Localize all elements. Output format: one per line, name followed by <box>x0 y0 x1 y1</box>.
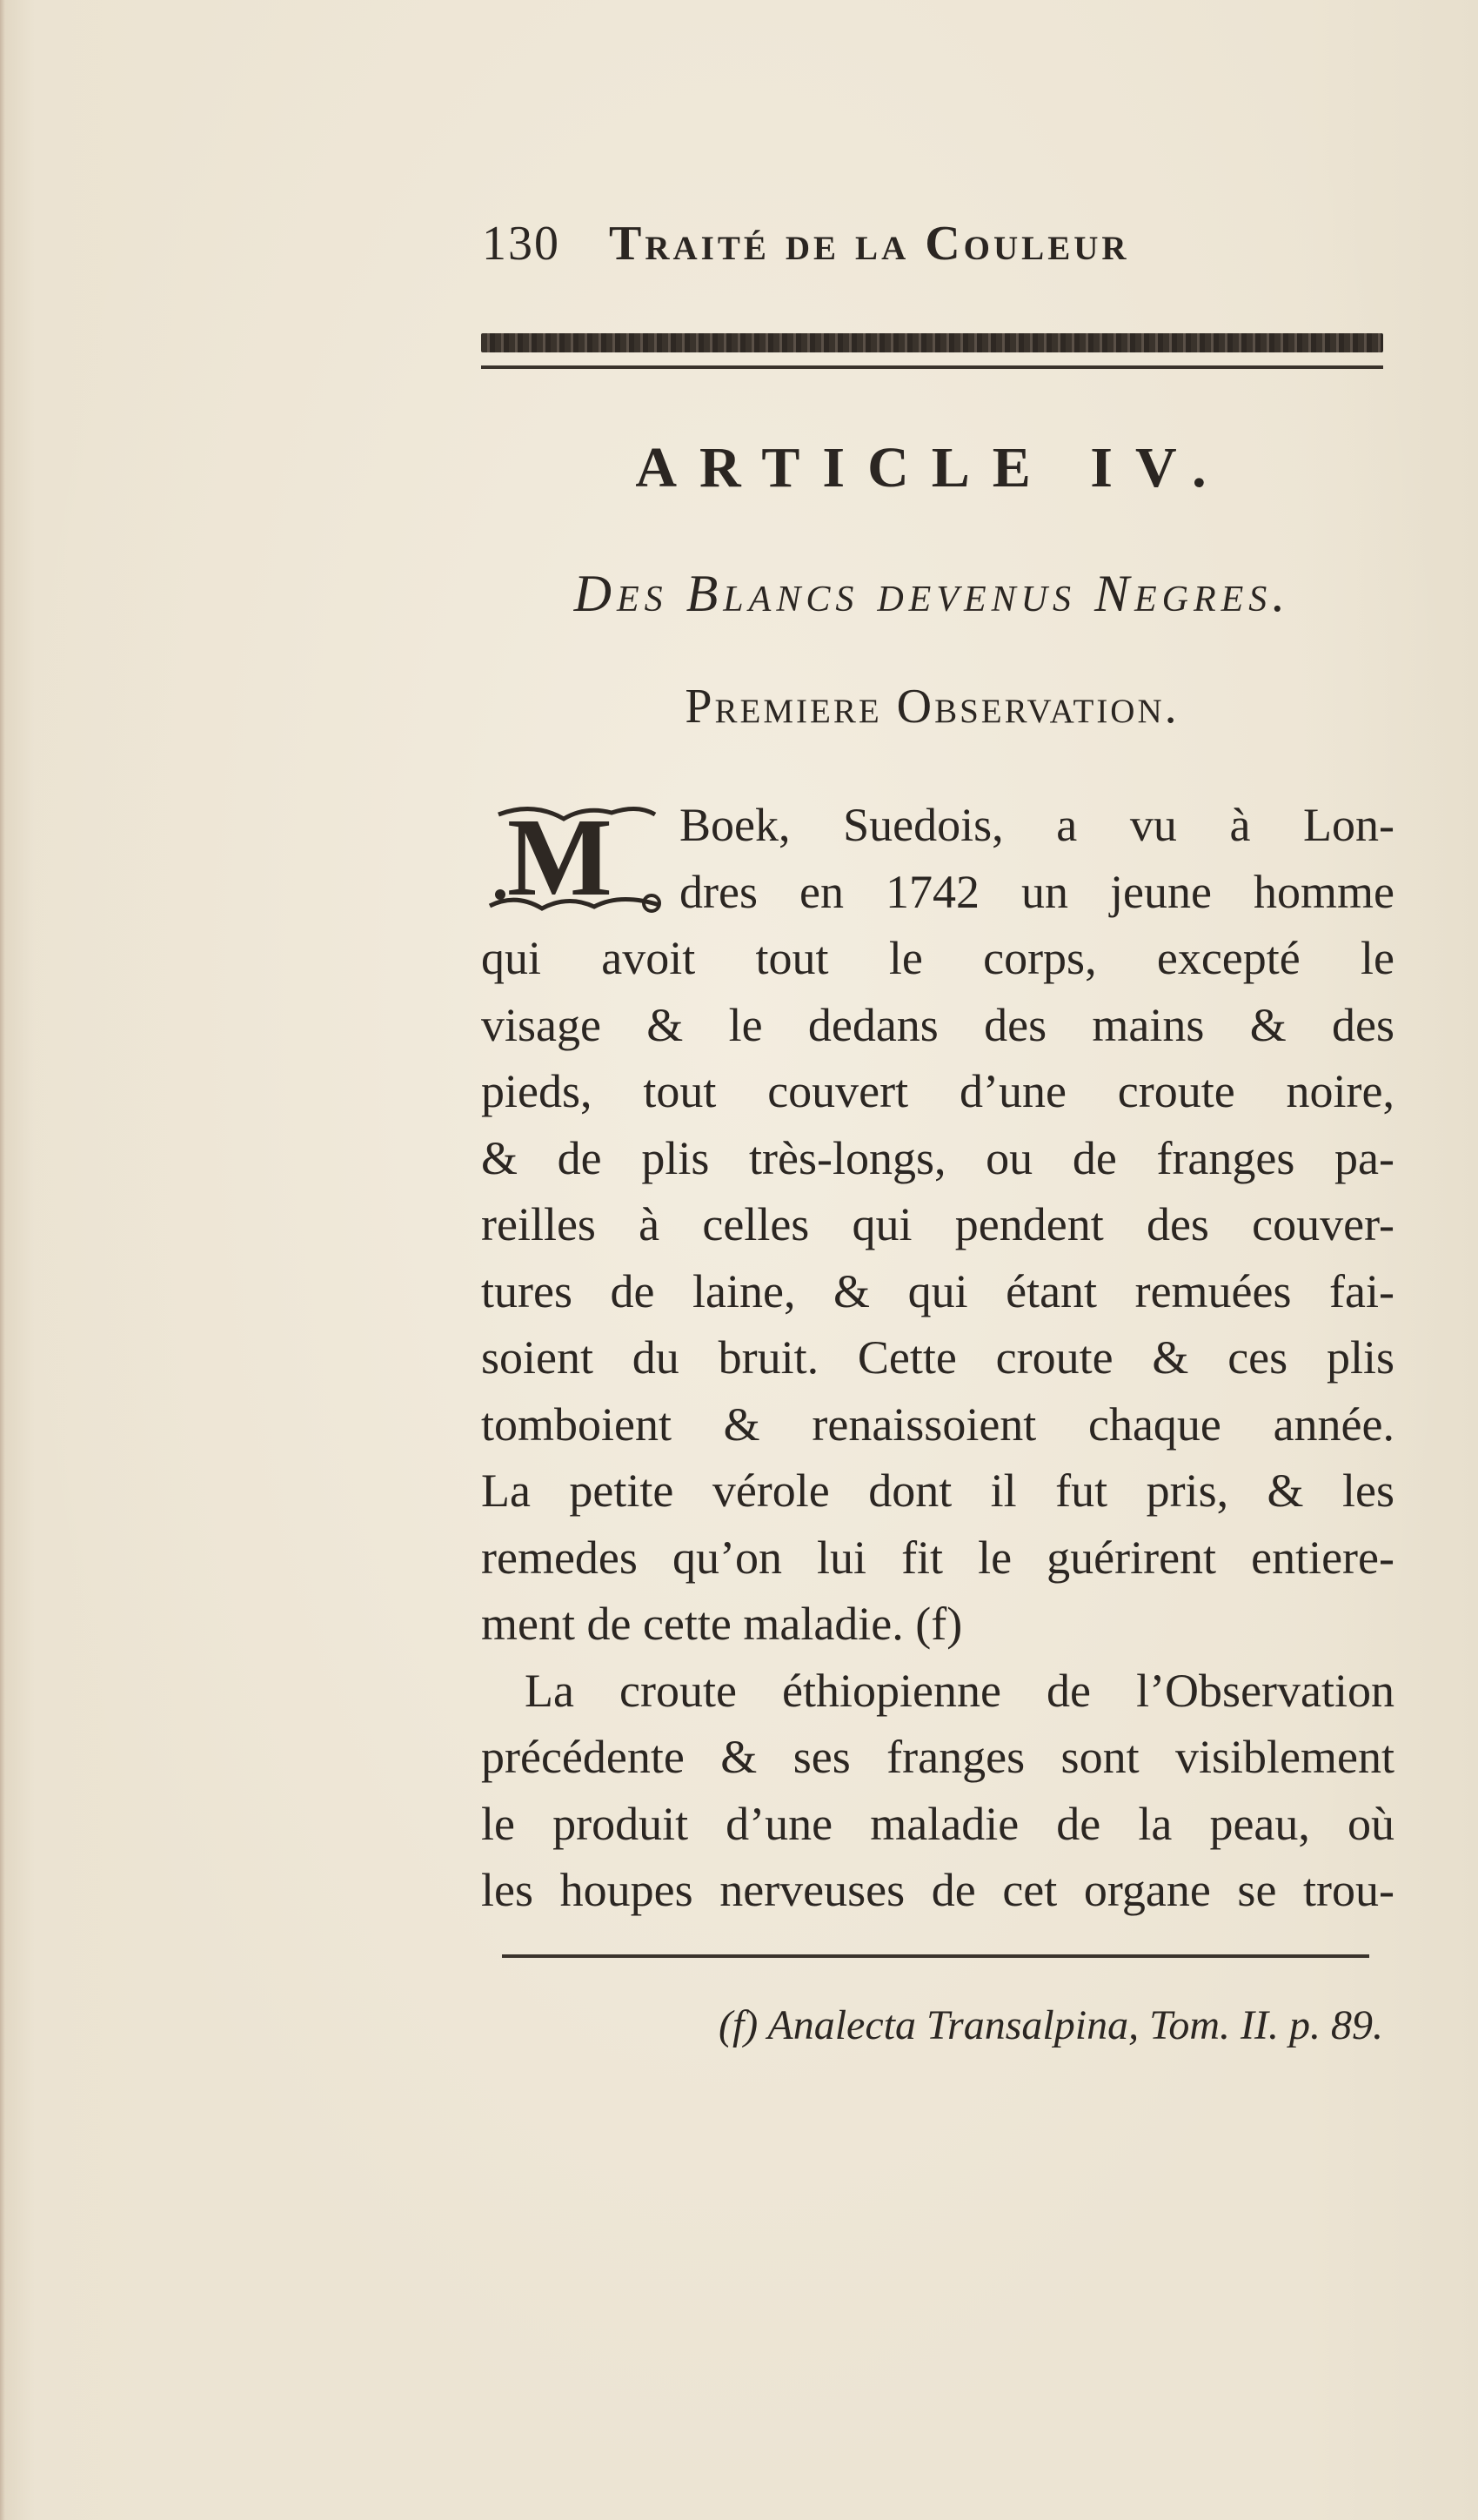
footnote: (f) Analecta Transalpina, Tom. II. p. 89. <box>718 2002 1383 2048</box>
article-subtitle: Des Blancs devenus Negres. <box>573 565 1291 622</box>
footnote-rule <box>502 1954 1369 1958</box>
text-line: & de plis très-longs, ou de franges pa- <box>481 1131 1394 1184</box>
drop-cap-letter: M <box>507 797 612 919</box>
text-line: les houpes nerveuses de cet organe se trou- <box>481 1864 1394 1916</box>
header-rule <box>481 365 1383 369</box>
text-line: visage & le dedans des mains & des <box>481 998 1394 1051</box>
running-title: Traité de la Couleur <box>609 217 1130 271</box>
drop-cap-ornament <box>481 797 668 919</box>
text-line: La croute éthiopienne de l’Observation <box>525 1664 1394 1717</box>
text-line: dres en 1742 un jeune homme <box>679 865 1394 918</box>
text-line: tures de laine, & qui étant remuées fai- <box>481 1264 1394 1317</box>
page-number: 130 <box>482 217 560 271</box>
text-line: reilles à celles qui pendent des couver- <box>481 1198 1394 1250</box>
text-line: pieds, tout couvert d’une croute noire, <box>481 1065 1394 1117</box>
ornamental-rule <box>481 333 1383 352</box>
text-line: ment de cette maladie. (f) <box>481 1598 963 1650</box>
text-line: soient du bruit. Cette croute & ces plis <box>481 1331 1394 1384</box>
page-edge <box>0 0 5 2520</box>
observation-heading: Premiere Observation. <box>685 680 1180 734</box>
text-line: Boek, Suedois, a vu à Lon- <box>679 799 1394 851</box>
text-line: La petite vérole dont il fut pris, & les <box>481 1464 1394 1517</box>
article-heading: ARTICLE IV. <box>635 436 1229 499</box>
text-line: précédente & ses franges sont visiblement <box>481 1731 1394 1783</box>
body-text <box>481 792 1394 1924</box>
text-line: remedes qu’on lui fit le guérirent entiere- <box>481 1531 1394 1584</box>
text-line: qui avoit tout le corps, excepté le <box>481 932 1394 984</box>
text-line: tomboient & renaissoient chaque année. <box>481 1397 1394 1451</box>
running-head <box>482 216 1265 277</box>
text-line: le produit d’une maladie de la peau, où <box>481 1797 1394 1850</box>
